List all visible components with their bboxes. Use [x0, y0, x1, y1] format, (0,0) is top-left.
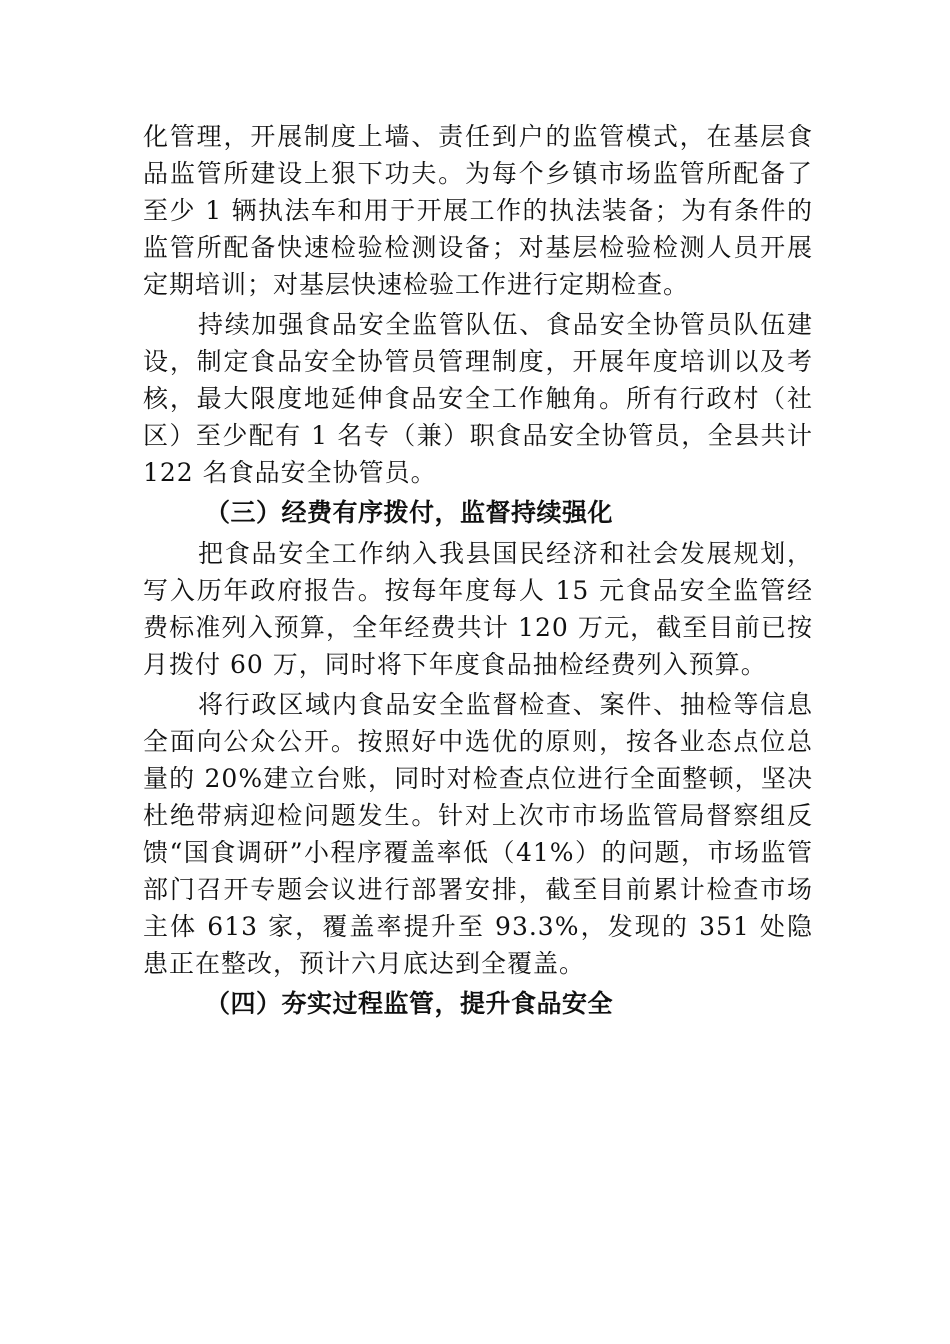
paragraph-coordinator-team: 持续加强食品安全监管队伍、食品安全协管员队伍建设，制定食品安全协管员管理制度，开展年度培训以及考核，最大限度地延伸食品安全工作触角。所有行政村（社区）至少配有 1 名专（兼）职食品安全协管员，全县共计 122 名食品安全协管员。 [143, 310, 813, 487]
paragraph-public-disclosure: 将行政区域内食品安全监督检查、案件、抽检等信息全面向公众公开。按照好中选优的原则，按各业态点位总量的 20%建立台账，同时对检查点位进行全面整顿，坚决杜绝带病迎检问题发生。针对上次市市场监管局督察组反馈“国食调研”小程序覆盖率低（41%）的问题，市场监管部门召开专题会议进行部署安排，截至目前累计检查市场主体 613 家，覆盖率提升至 93.3%，发现的 351 处隐患正在整改，预计六月底达到全覆盖。 [143, 690, 813, 978]
section-heading-funding: （三）经费有序拨付，监督持续强化 [205, 498, 614, 527]
section-heading-process-supervision: （四）夯实过程监管，提升食品安全 [205, 989, 614, 1018]
paragraph-funding: 把食品安全工作纳入我县国民经济和社会发展规划，写入历年政府报告。按每年度每人 15 元食品安全监管经费标准列入预算，全年经费共计 120 万元，截至目前已按月拨付 60 万，同时将下年度食品抽检经费列入预算。 [143, 539, 813, 679]
paragraph-grassroots-supervision: 化管理，开展制度上墙、责任到户的监管模式，在基层食品监管所建设上狠下功夫。为每个乡镇市场监管所配备了至少 1 辆执法车和用于开展工作的执法装备；为有条件的监管所配备快速检验检测设备；对基层检验检测人员开展定期培训；对基层快速检验工作进行定期检查。 [143, 122, 813, 299]
document-body [143, 118, 813, 1026]
